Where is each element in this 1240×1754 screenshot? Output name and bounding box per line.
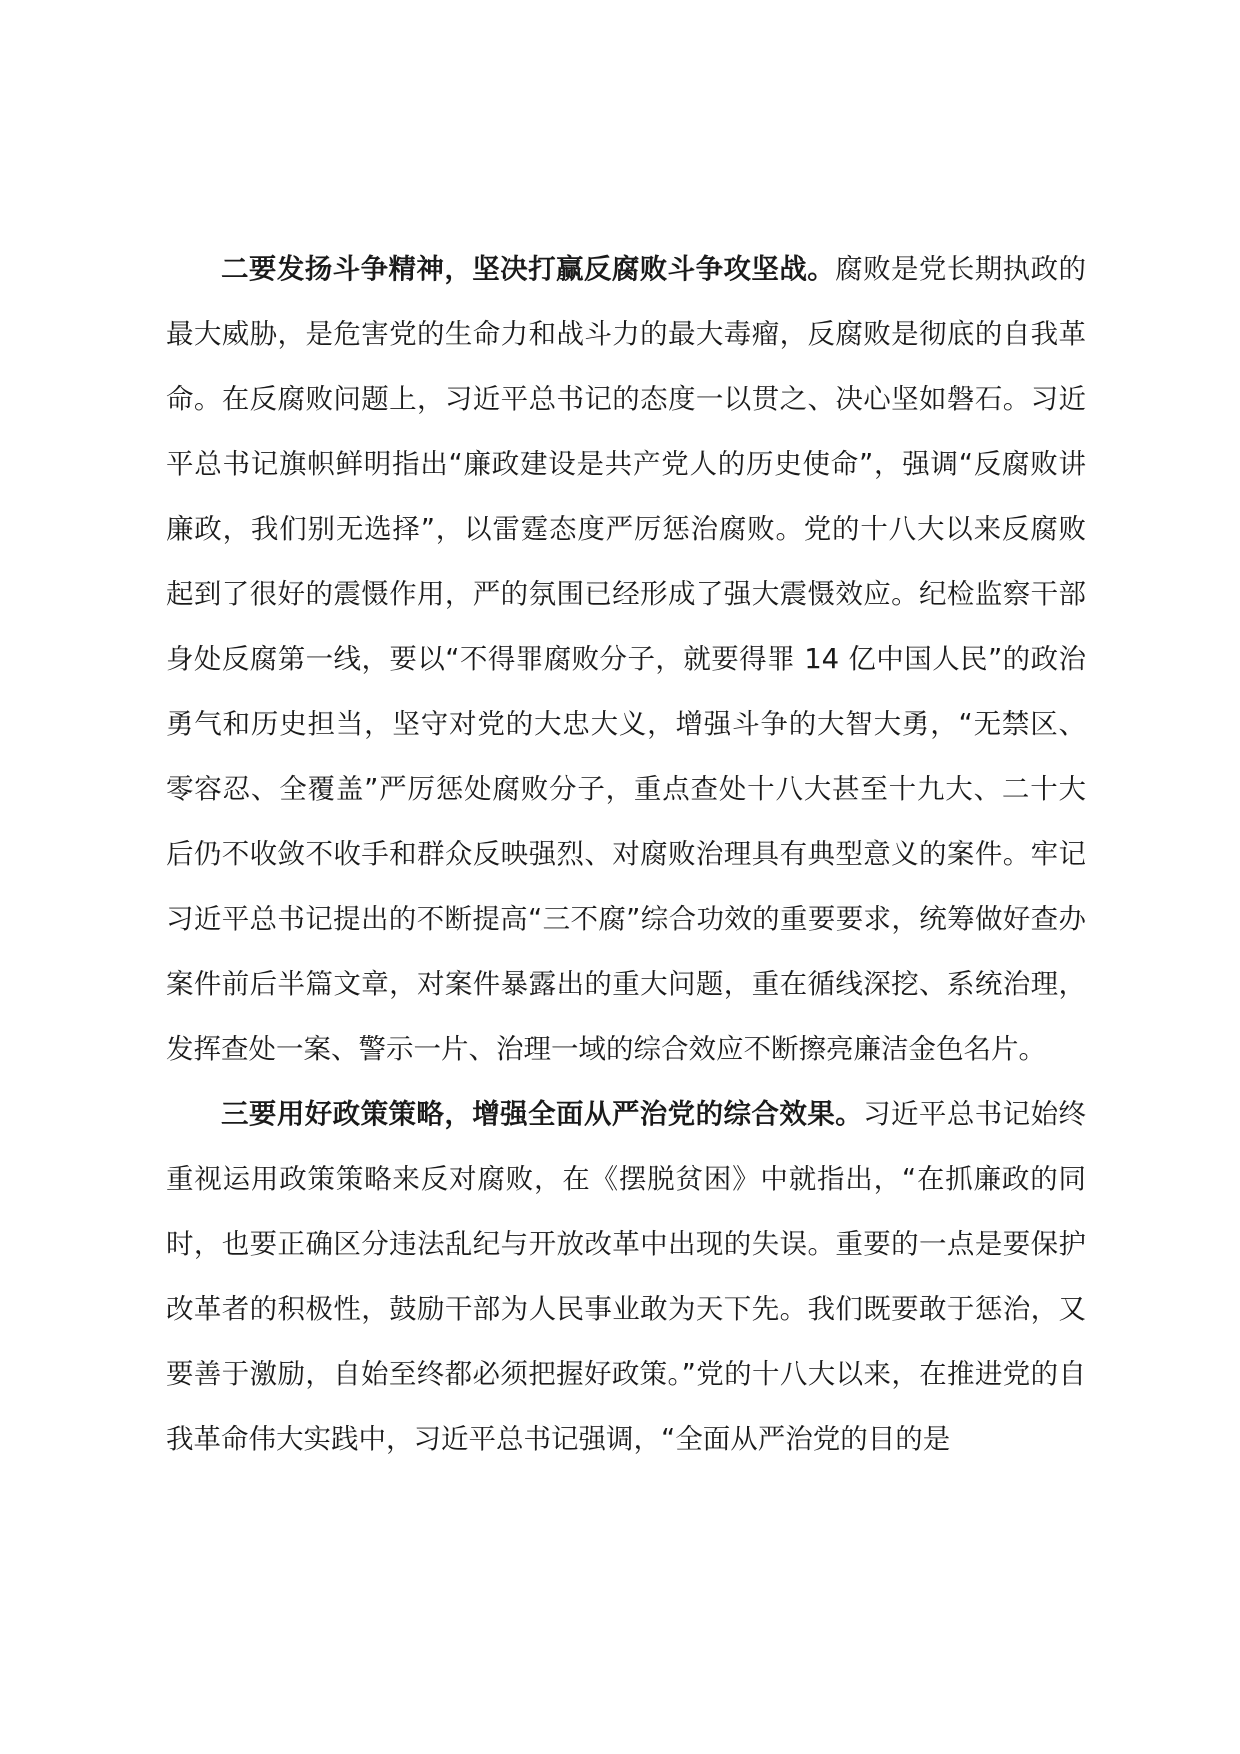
paragraph-body-text: 腐败是党长期执政的最大威胁，是危害党的生命力和战斗力的最大毒瘤，反腐败是彻底的自我革命。在反腐败问题上，习近平总书记的态度一以贯之、决心坚如磐石。习近平总书记旗帜鲜明指出“廉政建设是共产党人的历史使命”，强调“反腐败讲廉政，我们别无选择”，以雷霆态度严厉惩治腐败。党的十八大以来反腐败起到了很好的震慑作用，严的氛围已经形成了强大震慑效应。纪检监察干部身处反腐第一线，要以“不得罪腐败分子，就要得罪 14 亿中国人民”的政治勇气和历史担当，坚守对党的大忠大义，增强斗争的大智大勇，“无禁区、零容忍、全覆盖”严厉惩处腐败分子，重点查处十八大甚至十九大、二十大后仍不收敛不收手和群众反映强烈、对腐败治理具有典型意义的案件。牢记习近平总书记提出的不断提高“三不腐”综合功效的重要要求，统筹做好查办案件前后半篇文章，对案件暴露出的重大问题，重在循线深挖、系统治理，发挥查处一案、警示一片、治理一域的综合效应不断擦亮廉洁金色名片。: [166, 253, 1087, 1065]
document-body: [166, 237, 1086, 1472]
paragraph-anti-corruption: [166, 237, 1086, 1082]
paragraph-lead-heading: 三要用好政策策略，增强全面从严治党的综合效果。: [221, 1098, 864, 1130]
paragraph-lead-heading: 二要发扬斗争精神，坚决打赢反腐败斗争攻坚战。: [221, 253, 836, 285]
paragraph-body-text: 习近平总书记始终重视运用政策策略来反对腐败，在《摆脱贫困》中就指出，“在抓廉政的同时，也要正确区分违法乱纪与开放改革中出现的失误。重要的一点是要保护改革者的积极性，鼓励干部为人民事业敢为天下先。我们既要敢于惩治，又要善于激励，自始至终都必须把握好政策。”党的十八大以来，在推进党的自我革命伟大实践中，习近平总书记强调，“全面从严治党的目的是: [166, 1098, 1087, 1455]
paragraph-policy-strategy: [166, 1082, 1086, 1472]
